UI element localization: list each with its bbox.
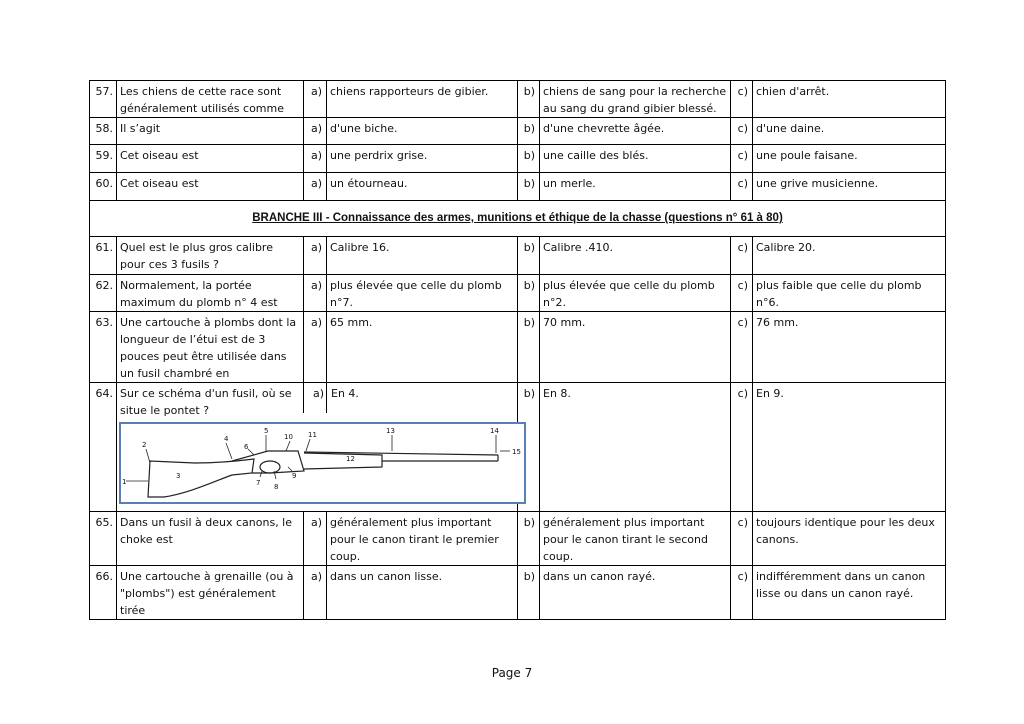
option-letter: a) — [304, 512, 327, 566]
diagram-label: 7 — [256, 479, 261, 487]
diagram-label: 15 — [512, 448, 521, 456]
option-a: En 4. — [331, 387, 359, 400]
diagram-label: 4 — [224, 435, 229, 443]
option-letter: c) — [731, 81, 753, 118]
question-row — [90, 145, 946, 173]
diagram-label: 1 — [122, 478, 127, 486]
question-text: Sur ce schéma d'un fusil, où se situe le pontet ? — [120, 387, 292, 417]
option-letter: b) — [518, 237, 540, 275]
option-a: une perdrix grise. — [327, 145, 518, 173]
option-a: chiens rapporteurs de gibier. — [327, 81, 518, 118]
question-text: Les chiens de cette race sont généralement utilisés comme — [117, 81, 304, 118]
option-c: 76 mm. — [753, 312, 946, 383]
question-number: 58. — [90, 118, 117, 145]
question-text: Quel est le plus gros calibre pour ces 3 fusils ? — [117, 237, 304, 275]
question-text: Une cartouche à grenaille (ou à "plombs") est généralement tirée — [117, 566, 304, 620]
option-letter: b) — [518, 566, 540, 620]
question-row — [90, 275, 946, 312]
question-row — [90, 383, 946, 512]
question-number: 61. — [90, 237, 117, 275]
question-row — [90, 512, 946, 566]
option-letter: a) — [304, 118, 327, 145]
option-letter: a) — [312, 387, 324, 400]
option-letter: b) — [518, 81, 540, 118]
option-b: Calibre .410. — [540, 237, 731, 275]
cell-divider — [326, 383, 327, 413]
shotgun-diagram — [119, 422, 526, 504]
option-b: En 8. — [540, 383, 731, 512]
question-row — [90, 173, 946, 201]
option-letter: a) — [304, 81, 327, 118]
question-number: 57. — [90, 81, 117, 118]
option-c: d'une daine. — [753, 118, 946, 145]
question-number: 64. — [90, 383, 117, 512]
option-letter: c) — [731, 118, 753, 145]
option-a: 65 mm. — [327, 312, 518, 383]
option-letter: c) — [731, 237, 753, 275]
option-letter: a) — [304, 566, 327, 620]
option-b: généralement plus important pour le canon tirant le second coup. — [540, 512, 731, 566]
question-cell-with-diagram — [117, 383, 521, 512]
option-letter: b) — [518, 145, 540, 173]
diagram-label: 8 — [274, 483, 279, 491]
question-number: 65. — [90, 512, 117, 566]
question-number: 59. — [90, 145, 117, 173]
option-c: une poule faisane. — [753, 145, 946, 173]
option-a: plus élevée que celle du plomb n°7. — [327, 275, 518, 312]
question-row — [90, 566, 946, 620]
diagram-label: 14 — [490, 427, 499, 435]
question-number: 63. — [90, 312, 117, 383]
option-letter: c) — [731, 145, 753, 173]
option-a: dans un canon lisse. — [327, 566, 518, 620]
question-text: Cet oiseau est — [117, 145, 304, 173]
question-text: Une cartouche à plombs dont la longueur de l’étui est de 3 pouces peut être utilisée dans un fusil chambré en — [117, 312, 304, 383]
option-b: dans un canon rayé. — [540, 566, 731, 620]
section-header-row — [90, 201, 946, 237]
option-letter: c) — [731, 512, 753, 566]
option-letter: a) — [304, 275, 327, 312]
option-b: d'une chevrette âgée. — [540, 118, 731, 145]
option-c: indifféremment dans un canon lisse ou dans un canon rayé. — [753, 566, 946, 620]
option-letter: a) — [304, 173, 327, 201]
option-letter: b) — [518, 118, 540, 145]
option-b: chiens de sang pour la recherche au sang du grand gibier blessé. — [540, 81, 731, 118]
option-letter: c) — [731, 312, 753, 383]
option-letter: b) — [518, 312, 540, 383]
section-header: BRANCHE III - Connaissance des armes, munitions et éthique de la chasse (questions n° 61 à 80) — [90, 201, 946, 237]
option-letter: b) — [518, 275, 540, 312]
question-text: Cet oiseau est — [117, 173, 304, 201]
diagram-label: 5 — [264, 427, 269, 435]
diagram-label: 10 — [284, 433, 293, 441]
page-number: Page 7 — [491, 666, 533, 680]
question-text: Dans un fusil à deux canons, le choke est — [117, 512, 304, 566]
option-letter: b) — [518, 383, 540, 512]
question-number: 60. — [90, 173, 117, 201]
option-letter: c) — [731, 173, 753, 201]
question-number: 62. — [90, 275, 117, 312]
diagram-label: 11 — [308, 431, 317, 439]
question-number: 66. — [90, 566, 117, 620]
option-c: plus faible que celle du plomb n°6. — [753, 275, 946, 312]
option-c: En 9. — [753, 383, 946, 512]
option-letter: c) — [731, 383, 753, 512]
option-b: un merle. — [540, 173, 731, 201]
diagram-label: 13 — [386, 427, 395, 435]
diagram-label: 3 — [176, 472, 181, 480]
option-a: Calibre 16. — [327, 237, 518, 275]
option-c: chien d'arrêt. — [753, 81, 946, 118]
cell-divider — [303, 383, 304, 413]
option-letter: a) — [304, 237, 327, 275]
diagram-label: 2 — [142, 441, 147, 449]
option-b: 70 mm. — [540, 312, 731, 383]
question-text: Normalement, la portée maximum du plomb n° 4 est — [117, 275, 304, 312]
option-letter: c) — [731, 275, 753, 312]
option-c: toujours identique pour les deux canons. — [753, 512, 946, 566]
option-b: une caille des blés. — [540, 145, 731, 173]
question-row — [90, 118, 946, 145]
question-row — [90, 312, 946, 383]
question-row — [90, 81, 946, 118]
option-b: plus élevée que celle du plomb n°2. — [540, 275, 731, 312]
diagram-label: 12 — [346, 455, 355, 463]
option-a: un étourneau. — [327, 173, 518, 201]
option-a: généralement plus important pour le canon tirant le premier coup. — [327, 512, 518, 566]
option-letter: a) — [304, 145, 327, 173]
question-text: Il s’agit — [117, 118, 304, 145]
diagram-label: 6 — [244, 443, 249, 451]
question-row — [90, 237, 946, 275]
option-letter: c) — [731, 566, 753, 620]
option-c: une grive musicienne. — [753, 173, 946, 201]
option-letter: b) — [518, 512, 540, 566]
option-letter: a) — [304, 312, 327, 383]
option-a: d'une biche. — [327, 118, 518, 145]
option-c: Calibre 20. — [753, 237, 946, 275]
diagram-label: 9 — [292, 472, 297, 480]
option-letter: b) — [518, 173, 540, 201]
questions-table — [89, 80, 946, 620]
